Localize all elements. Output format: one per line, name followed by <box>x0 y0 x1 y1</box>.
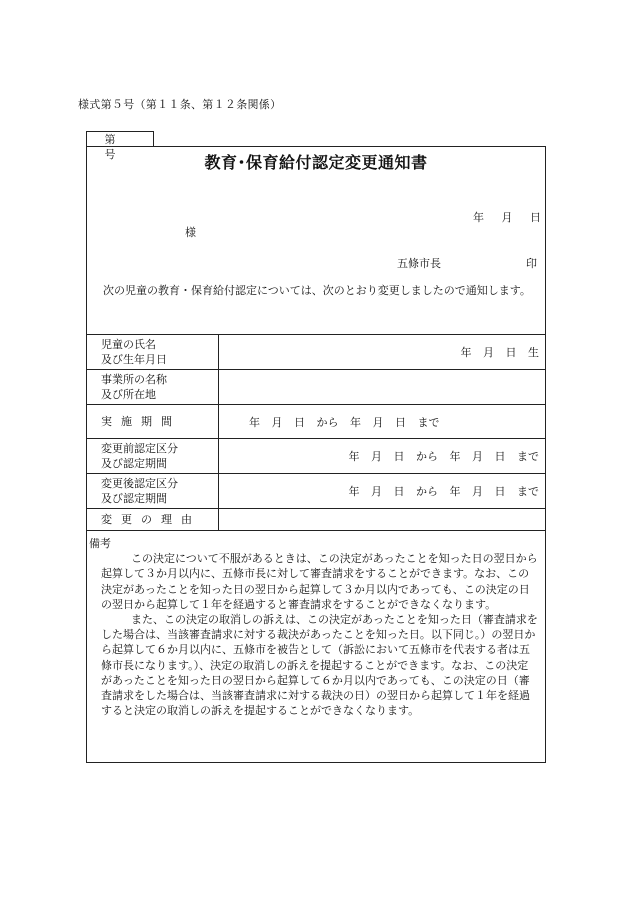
remarks-heading: 備考 <box>89 537 111 550</box>
remarks-paragraph-appeal: この決定について不服があるときは、この決定があったことを知った日の翌日から起算して３か月以内に、五條市長に対して審査請求をすることができます。なお、この決定があったことを知った日の翌日から起算して３か月以内であっても、この決定の日の翌日から起算して１年を経過すると審査請求をすることができなくなります。 <box>101 552 538 611</box>
row-label <box>87 439 219 474</box>
table-row <box>87 509 545 531</box>
addressee-suffix: 様 <box>185 226 196 239</box>
row-label <box>87 370 219 405</box>
row-label <box>87 335 219 370</box>
remarks-paragraph-lawsuit: また、この決定の取消しの訴えは、この決定があったことを知った日（審査請求をした場合は、当該審査請求に対する裁決があったことを知った日。以下同じ。）の翌日から起算して６か月以内に、五條市を被告として（訴訟において五條市を代表する者は五條市長になります。）、決定の取消しの訴えを提起することができます。なお、この決定があったことを知った日の翌日から起算して６か月以内であっても、この決定の日（審査請求をした場合は、当該審査請求に対する裁決の日）の翌日から起算して１年を経過すると決定の取消しの訴えを提起することができなくなります。 <box>101 613 538 718</box>
issuer-mayor: 五條市長 <box>397 257 441 270</box>
intro-text: 次の児童の教育・保育給付認定については、次のとおり変更しましたので通知します。 <box>103 284 531 297</box>
row-value: 年 月 日 生 <box>219 335 546 370</box>
document-title: 教育･保育給付認定変更通知書 <box>204 153 428 172</box>
table-row <box>87 370 545 405</box>
issue-date: 年 月 日 <box>473 211 541 224</box>
notice-frame <box>86 146 546 763</box>
form-number-label: 様式第５号（第１１条、第１２条関係） <box>78 98 282 111</box>
row-value: 年 月 日 から 年 月 日 まで <box>219 474 546 509</box>
row-label-text: 変更前認定区分 及び認定期間 <box>101 442 178 470</box>
seal-mark: 印 <box>526 257 537 270</box>
row-label <box>87 405 219 439</box>
row-value <box>219 370 546 405</box>
row-label-text: 変更の理由 <box>101 513 201 526</box>
row-value: 年 月 日 から 年 月 日 まで <box>219 405 546 439</box>
row-label-text: 事業所の名称 及び所在地 <box>101 373 167 401</box>
remarks-section <box>89 536 539 718</box>
row-label <box>87 509 219 531</box>
document-number-box: 第 号 <box>86 131 154 147</box>
table-row <box>87 474 545 509</box>
table-row <box>87 439 545 474</box>
table-row <box>87 335 545 370</box>
details-table <box>87 334 545 531</box>
row-label-text: 変更後認定区分 及び認定期間 <box>101 477 178 505</box>
table-row <box>87 405 545 439</box>
row-label-text: 児童の氏名 及び生年月日 <box>101 338 167 366</box>
row-label-text: 実施期間 <box>101 415 181 428</box>
row-value <box>219 509 546 531</box>
row-value: 年 月 日 から 年 月 日 まで <box>219 439 546 474</box>
row-label <box>87 474 219 509</box>
